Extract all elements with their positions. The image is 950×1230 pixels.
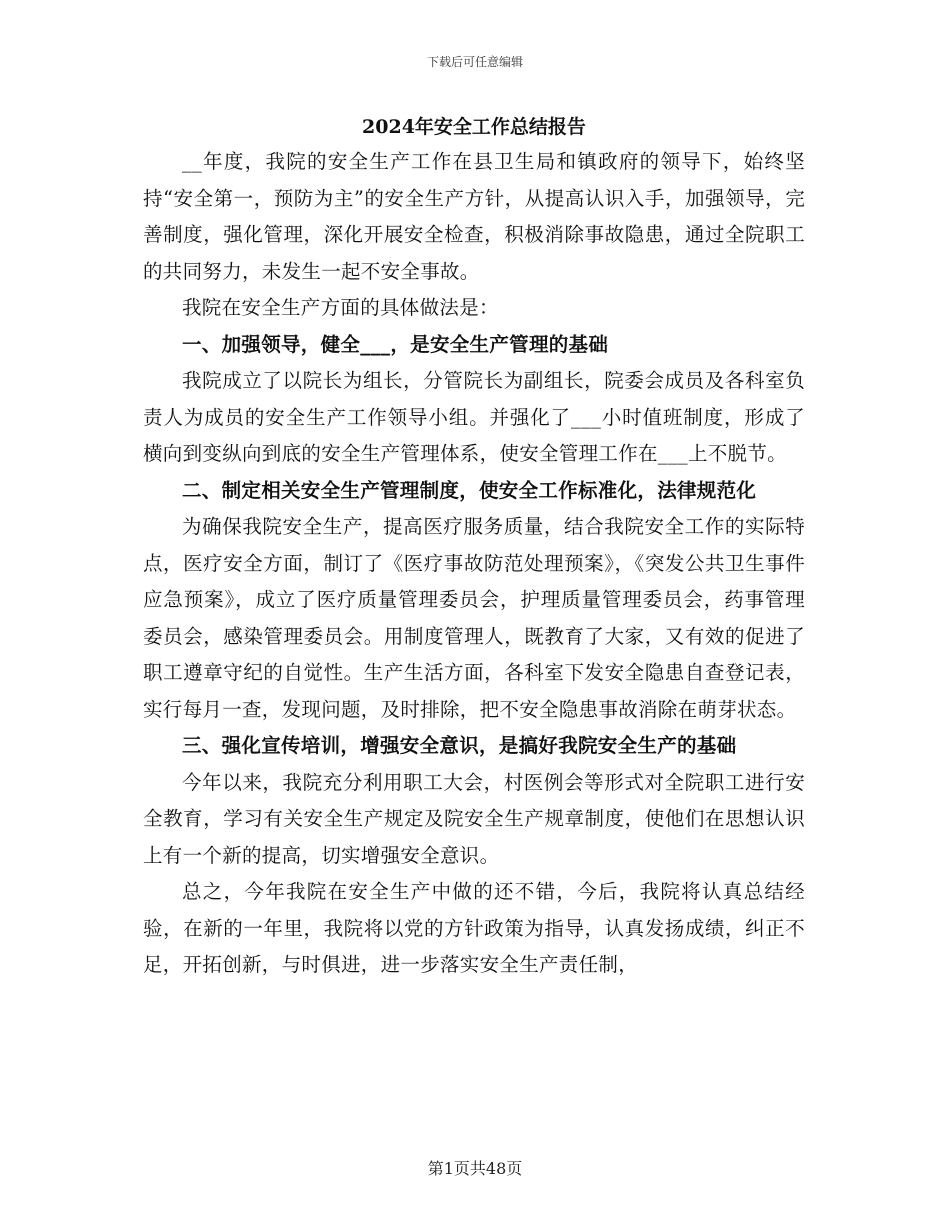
- section-heading-1: 一、加强领导，健全___，是安全生产管理的基础: [182, 332, 609, 356]
- page-footer: 第1页共48页: [427, 1159, 523, 1178]
- section-heading-3: 三、强化宣传培训，增强安全意识，是搞好我院安全生产的基础: [182, 734, 737, 757]
- page-header: 下载后可任意编辑: [426, 55, 523, 69]
- document-title: 2024年安全工作总结报告: [362, 116, 586, 138]
- methods-intro-paragraph: 我院在安全生产方面的具体做法是：: [182, 296, 499, 319]
- section-2-paragraph: 为确保我院安全生产，提高医疗服务质量，结合我院安全工作的实际特点，医疗安全方面，制订了《医疗事故防范处理预案》，《突发公共卫生事件应急预案》，成立了医疗质量管理委员会，护理质量管理委员会，药事管理委员会，感染管理委员会。用制度管理人，既教育了大家，又有效的促进了职工遵章守纪的自觉性。生产生活方面，各科室下发安全隐患自查登记表，实行每月一查，发现问题，及时排除，把不安全隐患事故消除在萌芽状态。: [143, 515, 805, 721]
- document-body: [143, 111, 805, 984]
- section-1-paragraph: 我院成立了以院长为组长，分管院长为副组长，院委会成员及各科室负责人为成员的安全生产工作领导小组。并强化了___小时值班制度，形成了横向到变纵向到底的安全生产管理体系，使安全管理工作在___上不脱节。: [143, 369, 805, 465]
- conclusion-paragraph: 总之，今年我院在安全生产中做的还不错，今后，我院将认真总结经验，在新的一年里，我院将以党的方针政策为指导，认真发扬成绩，纠正不足，开拓创新，与时俱进，进一步落实安全生产责任制，: [143, 880, 805, 976]
- intro-paragraph: __年度，我院的安全生产工作在县卫生局和镇政府的领导下，始终坚持“安全第一，预防为主”的安全生产方针，从提高认识入手，加强领导，完善制度，强化管理，深化开展安全检查，积极消除事故隐患，通过全院职工的共同努力，未发生一起不安全事故。: [143, 150, 805, 283]
- section-heading-2: 二、制定相关安全生产管理制度，使安全工作标准化，法律规范化: [182, 478, 757, 502]
- section-3-paragraph: 今年以来，我院充分利用职工大会，村医例会等形式对全院职工进行安全教育，学习有关安全生产规定及院安全生产规章制度，使他们在思想认识上有一个新的提高，切实增强安全意识。: [143, 770, 805, 867]
